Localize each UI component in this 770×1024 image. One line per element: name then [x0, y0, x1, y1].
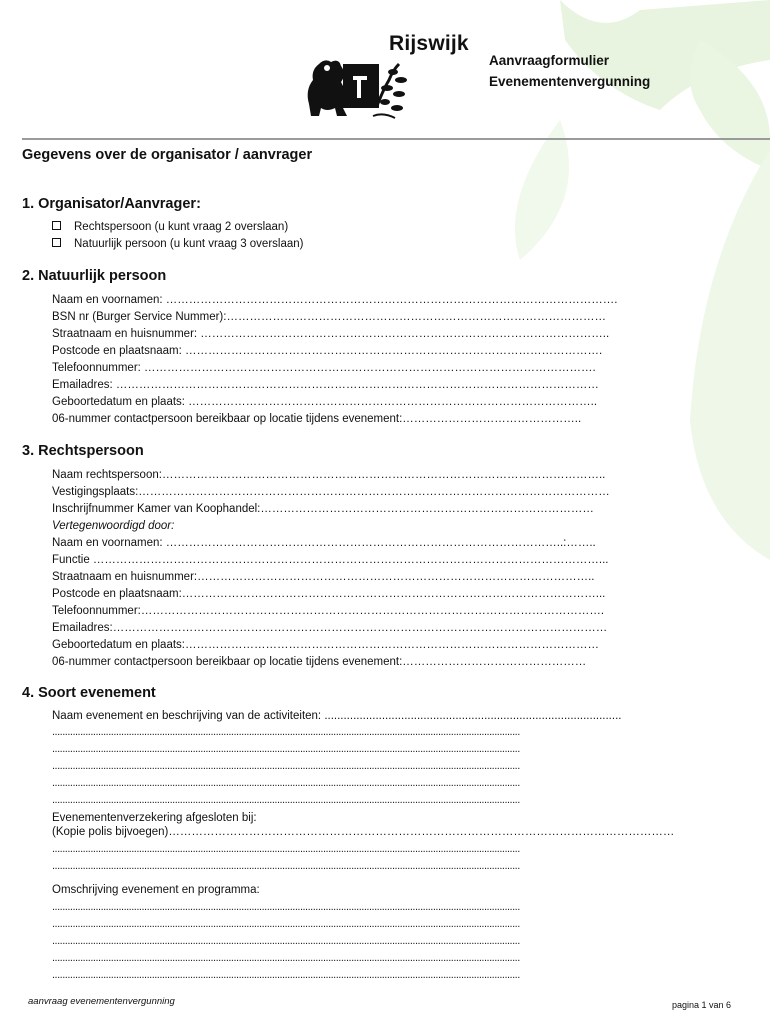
footer-doc-name: aanvraag evenementenvergunning [28, 996, 175, 1007]
field-vestigingsplaats[interactable]: Vestigingsplaats:…………………………………………………………………………………………………………… [52, 486, 610, 498]
field-naam-vertegenwoordiger[interactable]: Naam en voornamen: …………………………………………………………………………………………..:…….. [52, 537, 596, 549]
field-telefoon[interactable]: Telefoonnummer: ………………………………………………………………………………………………………. [52, 362, 596, 374]
dotted-line[interactable]: ....................................................................................................................................................................................... [52, 969, 520, 981]
dotted-line[interactable]: ....................................................................................................................................................................................... [52, 860, 520, 872]
dotted-line[interactable]: ....................................................................................................................................................................................... [52, 794, 520, 806]
q1-option-label: Rechtspersoon (u kunt vraag 2 overslaan) [74, 221, 289, 233]
field-naam[interactable]: Naam en voornamen: ………………………………………………………………………………………………………. [52, 294, 618, 306]
field-geboorte[interactable]: Geboortedatum en plaats: …………………………………………………………………………………………….. [52, 396, 598, 408]
dotted-line[interactable]: ....................................................................................................................................................................................... [52, 743, 520, 755]
dotted-line[interactable]: ....................................................................................................................................................................................... [52, 935, 520, 947]
field-bsn[interactable]: BSN nr (Burger Service Nummer):……………………………………………………………………………………… [52, 311, 606, 323]
field-activiteiten[interactable]: Naam evenement en beschrijving van de activiteiten: ............................................................................................. [52, 710, 622, 722]
vertegenwoordigd-text: Vertegenwoordigd door: [52, 520, 175, 532]
field-postcode[interactable]: Postcode en plaatsnaam: ………………………………………………………………………………………………. [52, 345, 603, 357]
label-vertegenwoordigd [52, 520, 174, 532]
dotted-line[interactable]: ....................................................................................................................................................................................... [52, 952, 520, 964]
field-functie[interactable]: Functie ……………………………………………………………………………………………………………………... [52, 554, 609, 566]
insurance-label: Evenementenverzekering afgesloten bij: [52, 812, 257, 824]
field-kvk[interactable]: Inschrijfnummer Kamer van Koophandel:…………………………………………………………………………… [52, 503, 594, 515]
field-telefoon[interactable]: Telefoonnummer:…………………………………………………………………………………………………………. [52, 605, 605, 617]
field-insurance-policy[interactable]: (Kopie polis bijvoegen)…………………………………………………………………………………………………………………… [52, 826, 675, 838]
field-06-nummer[interactable]: 06-nummer contactpersoon bereikbaar op locatie tijdens evenement:………………………………………… [52, 656, 587, 668]
q2-heading: 2. Natuurlijk persoon [22, 268, 167, 284]
q1-option-label: Natuurlijk persoon (u kunt vraag 3 overslaan) [74, 238, 304, 250]
q3-heading: 3. Rechtspersoon [22, 443, 144, 459]
dotted-line[interactable]: ....................................................................................................................................................................................... [52, 760, 520, 772]
form-title-line2: Evenementenvergunning [489, 74, 651, 89]
dotted-line[interactable]: ....................................................................................................................................................................................... [52, 918, 520, 930]
q1-option-natuurlijk[interactable] [52, 238, 303, 250]
dotted-line[interactable]: ....................................................................................................................................................................................... [52, 726, 520, 738]
checkbox[interactable] [52, 221, 61, 230]
section-title: Gegevens over de organisator / aanvrager [22, 147, 313, 163]
brand-name: Rijswijk [389, 32, 469, 55]
field-geboorte[interactable]: Geboortedatum en plaats:……………………………………………………………………………………………… [52, 639, 599, 651]
dotted-line[interactable]: ....................................................................................................................................................................................... [52, 777, 520, 789]
field-postcode[interactable]: Postcode en plaatsnaam:………………………………………………………………………………………………... [52, 588, 606, 600]
field-naam-rechtspersoon[interactable]: Naam rechtspersoon:…………………………………………………………………………………………………….. [52, 469, 606, 481]
field-straat[interactable]: Straatnaam en huisnummer:………………………………………………………………………………………….. [52, 571, 595, 583]
field-06-nummer[interactable]: 06-nummer contactpersoon bereikbaar op locatie tijdens evenement:……………………………………….. [52, 413, 582, 425]
dotted-line[interactable]: ....................................................................................................................................................................................... [52, 901, 520, 913]
field-email[interactable]: Emailadres: ……………………………………………………………………………………………………………… [52, 379, 599, 391]
program-label: Omschrijving evenement en programma: [52, 884, 260, 896]
footer-page-number: pagina 1 van 6 [672, 1000, 732, 1010]
field-email[interactable]: Emailadres:………………………………………………………………………………………………………………… [52, 622, 608, 634]
field-straat[interactable]: Straatnaam en huisnummer: …………………………………………………………………………………………….. [52, 328, 610, 340]
dotted-line[interactable]: ....................................................................................................................................................................................... [52, 843, 520, 855]
q4-heading: 4. Soort evenement [22, 685, 156, 701]
header-divider [22, 138, 770, 140]
q1-option-rechtspersoon[interactable] [52, 221, 288, 233]
checkbox[interactable] [52, 238, 61, 247]
q1-heading: 1. Organisator/Aanvrager: [22, 196, 201, 212]
rijswijk-lion-shield-logo [303, 50, 411, 122]
form-title-line1: Aanvraagformulier [489, 53, 610, 68]
